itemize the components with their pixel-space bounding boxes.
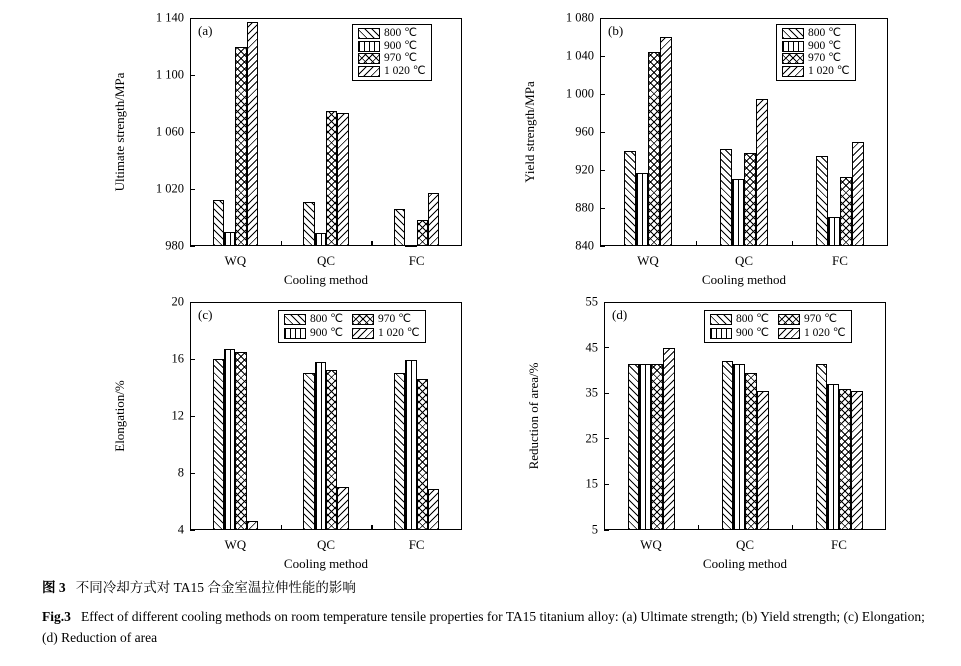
legend-label: 1 020 ℃ bbox=[804, 326, 846, 339]
legend-item bbox=[778, 314, 846, 326]
legend-swatch-icon bbox=[778, 328, 800, 339]
legend-item bbox=[352, 328, 420, 340]
y-axis-tick-mark bbox=[600, 56, 605, 57]
y-axis-tick-label: 1 140 bbox=[155, 10, 184, 25]
bar-d-wq-s2 bbox=[639, 364, 651, 530]
bar-b-wq-s4 bbox=[660, 37, 672, 246]
legend-label: 1 020 ℃ bbox=[384, 64, 426, 77]
legend-label: 970 ℃ bbox=[808, 52, 842, 64]
x-axis-tick-label: FC bbox=[831, 537, 847, 552]
y-axis-tick-mark bbox=[190, 416, 195, 417]
y-axis-tick-label: 1 080 bbox=[565, 10, 594, 25]
panel-label-b: (b) bbox=[608, 23, 624, 38]
x-axis-label: Cooling method bbox=[283, 556, 369, 571]
bar-c-wq-s4 bbox=[247, 521, 258, 530]
y-axis-tick-label: 15 bbox=[585, 476, 598, 491]
bar-a-wq-s4 bbox=[247, 22, 258, 246]
x-axis-tick-mark bbox=[371, 525, 372, 530]
bar-c-wq-s1 bbox=[213, 359, 224, 530]
legend-label: 800 ℃ bbox=[808, 27, 842, 39]
bar-d-fc-s2 bbox=[827, 384, 839, 530]
caption-cn-text: 不同冷却方式对 TA15 合金室温拉伸性能的影响 bbox=[75, 580, 356, 595]
legend-item bbox=[358, 66, 426, 78]
legend-label: 970 ℃ bbox=[378, 313, 412, 325]
legend-label: 970 ℃ bbox=[804, 313, 838, 325]
bar-b-wq-s1 bbox=[624, 151, 636, 246]
bar-a-wq-s3 bbox=[235, 47, 246, 247]
legend-swatch-icon bbox=[778, 314, 800, 325]
bar-a-qc-s2 bbox=[315, 233, 326, 246]
legend-item bbox=[358, 41, 426, 53]
bar-c-fc-s2 bbox=[405, 360, 416, 530]
y-axis-tick-mark bbox=[604, 530, 609, 531]
y-axis-tick-label: 880 bbox=[575, 200, 594, 215]
x-axis-tick-mark bbox=[792, 241, 793, 246]
x-axis-label: Cooling method bbox=[701, 272, 787, 287]
y-axis-tick-mark bbox=[190, 530, 195, 531]
legend-item bbox=[284, 328, 343, 340]
y-axis-tick-label: 840 bbox=[575, 238, 594, 253]
bar-c-qc-s2 bbox=[315, 362, 326, 530]
legend-swatch-icon bbox=[284, 328, 306, 339]
legend-item bbox=[352, 314, 420, 326]
x-axis-tick-mark bbox=[792, 525, 793, 530]
bar-d-fc-s4 bbox=[851, 391, 863, 530]
x-axis-tick-label: QC bbox=[316, 537, 336, 552]
bar-d-qc-s2 bbox=[733, 364, 745, 530]
y-axis-tick-mark bbox=[604, 347, 609, 348]
y-axis-tick-mark bbox=[190, 473, 195, 474]
y-axis-tick-label: 16 bbox=[171, 351, 184, 366]
y-axis-tick-label: 55 bbox=[585, 294, 598, 309]
bar-b-fc-s4 bbox=[852, 142, 864, 247]
legend-item bbox=[710, 314, 769, 326]
bar-d-fc-s3 bbox=[839, 389, 851, 530]
y-axis-label: Elongation/% bbox=[112, 380, 127, 452]
y-axis-tick-mark bbox=[600, 208, 605, 209]
legend-label: 900 ℃ bbox=[384, 39, 418, 52]
y-axis-tick-mark bbox=[600, 132, 605, 133]
bar-b-fc-s2 bbox=[828, 217, 840, 246]
legend-b bbox=[776, 24, 856, 81]
y-axis-tick-label: 25 bbox=[585, 431, 598, 446]
bar-b-qc-s2 bbox=[732, 179, 744, 246]
y-axis-tick-label: 45 bbox=[585, 340, 598, 355]
legend-item bbox=[358, 53, 426, 65]
y-axis-tick-label: 1 040 bbox=[565, 48, 594, 63]
bar-a-wq-s2 bbox=[224, 232, 235, 246]
y-axis-tick-mark bbox=[190, 359, 195, 360]
bar-c-qc-s4 bbox=[337, 487, 348, 530]
panel-label-a: (a) bbox=[198, 23, 213, 38]
bar-d-wq-s1 bbox=[628, 364, 640, 530]
y-axis-tick-mark bbox=[190, 75, 195, 76]
x-axis-tick-label: QC bbox=[316, 253, 336, 268]
y-axis-tick-label: 1 020 bbox=[155, 181, 184, 196]
legend-swatch-icon bbox=[710, 328, 732, 339]
chart-panel-a bbox=[112, 8, 478, 287]
legend-label: 1 020 ℃ bbox=[808, 64, 850, 77]
bar-b-wq-s2 bbox=[636, 173, 648, 246]
legend-label: 1 020 ℃ bbox=[378, 326, 420, 339]
legend-swatch-icon bbox=[782, 41, 804, 52]
legend-swatch-icon bbox=[782, 66, 804, 77]
legend-label: 800 ℃ bbox=[310, 313, 344, 325]
y-axis-tick-mark bbox=[600, 246, 605, 247]
x-axis-tick-label: QC bbox=[735, 537, 755, 552]
chart-panel-d bbox=[520, 290, 900, 570]
bar-d-qc-s1 bbox=[722, 361, 734, 530]
x-axis-tick-mark bbox=[281, 525, 282, 530]
y-axis-tick-label: 980 bbox=[165, 238, 184, 253]
bar-c-fc-s1 bbox=[394, 373, 405, 530]
bar-c-fc-s4 bbox=[428, 489, 439, 530]
x-axis-tick-mark bbox=[696, 241, 697, 246]
legend-c bbox=[278, 310, 426, 343]
bar-c-wq-s3 bbox=[235, 352, 246, 530]
caption-cn-label: 图 3 bbox=[42, 580, 66, 595]
bar-b-qc-s3 bbox=[744, 153, 756, 246]
chart-panel-b bbox=[520, 8, 900, 287]
bar-d-wq-s4 bbox=[663, 348, 675, 530]
y-axis-label: Reduction of area/% bbox=[526, 362, 541, 470]
figure-caption bbox=[42, 578, 942, 649]
y-axis-tick-mark bbox=[604, 438, 609, 439]
bar-b-wq-s3 bbox=[648, 52, 660, 246]
bar-a-fc-s4 bbox=[428, 193, 439, 246]
x-axis-tick-label: WQ bbox=[224, 253, 247, 268]
legend-swatch-icon bbox=[358, 28, 380, 39]
legend-item bbox=[782, 28, 850, 40]
legend-label: 900 ℃ bbox=[736, 326, 770, 339]
legend-swatch-icon bbox=[284, 314, 306, 325]
x-axis-tick-mark bbox=[371, 241, 372, 246]
bar-d-wq-s3 bbox=[651, 364, 663, 530]
x-axis-tick-mark bbox=[281, 241, 282, 246]
legend-label: 900 ℃ bbox=[310, 326, 344, 339]
y-axis-tick-label: 12 bbox=[171, 408, 184, 423]
legend-item bbox=[358, 28, 426, 40]
x-axis-tick-label: FC bbox=[408, 253, 425, 268]
x-axis-tick-label: FC bbox=[408, 537, 425, 552]
y-axis-tick-mark bbox=[604, 302, 609, 303]
bar-d-fc-s1 bbox=[816, 364, 828, 530]
x-axis-tick-label: WQ bbox=[637, 253, 659, 268]
legend-swatch-icon bbox=[358, 53, 380, 64]
y-axis-tick-mark bbox=[600, 170, 605, 171]
legend-swatch-icon bbox=[782, 28, 804, 39]
x-axis-tick-label: FC bbox=[832, 253, 848, 268]
legend-swatch-icon bbox=[358, 66, 380, 77]
caption-en-text: Effect of different cooling methods on room temperature tensile properties for TA15 titanium alloy: (a) Ultimate strength; (b) Yield strength; (c) Elongation; (d) Reduction of area bbox=[42, 608, 925, 645]
bar-a-qc-s3 bbox=[326, 111, 337, 246]
x-axis-label: Cooling method bbox=[283, 272, 369, 287]
x-axis-tick-mark bbox=[698, 525, 699, 530]
caption-en-label: Fig.3 bbox=[42, 608, 71, 624]
legend-label: 970 ℃ bbox=[384, 52, 418, 64]
legend-item bbox=[782, 53, 850, 65]
y-axis-tick-mark bbox=[190, 302, 195, 303]
bar-a-qc-s1 bbox=[303, 202, 314, 246]
legend-label: 900 ℃ bbox=[808, 39, 842, 52]
y-axis-tick-mark bbox=[604, 484, 609, 485]
y-axis-tick-label: 20 bbox=[171, 294, 184, 309]
y-axis-tick-label: 8 bbox=[177, 465, 184, 480]
y-axis-tick-label: 5 bbox=[591, 522, 598, 537]
y-axis-label: Yield strength/MPa bbox=[522, 81, 537, 183]
x-axis-tick-label: WQ bbox=[224, 537, 247, 552]
legend-swatch-icon bbox=[782, 53, 804, 64]
y-axis-tick-mark bbox=[190, 18, 195, 19]
y-axis-tick-mark bbox=[190, 189, 195, 190]
panel-label-c: (c) bbox=[198, 307, 213, 322]
x-axis-tick-label: QC bbox=[734, 253, 754, 268]
bar-c-wq-s2 bbox=[224, 349, 235, 530]
y-axis-tick-mark bbox=[190, 132, 195, 133]
legend-label: 800 ℃ bbox=[384, 27, 418, 39]
legend-item bbox=[284, 314, 343, 326]
y-axis-tick-mark bbox=[604, 393, 609, 394]
y-axis-tick-label: 4 bbox=[177, 522, 184, 537]
panel-label-d: (d) bbox=[612, 307, 628, 322]
y-axis-tick-label: 1 100 bbox=[155, 67, 184, 82]
legend-label: 800 ℃ bbox=[736, 313, 770, 325]
bar-a-fc-s2 bbox=[405, 245, 416, 247]
chart-panel-c bbox=[112, 290, 478, 571]
x-axis-tick-label: WQ bbox=[640, 537, 662, 552]
bar-b-fc-s3 bbox=[840, 177, 852, 246]
legend-d bbox=[704, 310, 852, 343]
y-axis-tick-label: 920 bbox=[575, 162, 594, 177]
legend-item bbox=[778, 328, 846, 340]
legend-swatch-icon bbox=[710, 314, 732, 325]
bar-b-qc-s4 bbox=[756, 99, 768, 246]
legend-item bbox=[782, 41, 850, 53]
bar-a-fc-s1 bbox=[394, 209, 405, 246]
bar-a-wq-s1 bbox=[213, 200, 224, 246]
x-axis-label: Cooling method bbox=[702, 556, 788, 571]
y-axis-tick-mark bbox=[600, 18, 605, 19]
bar-b-qc-s1 bbox=[720, 149, 732, 246]
y-axis-tick-mark bbox=[600, 94, 605, 95]
legend-swatch-icon bbox=[358, 41, 380, 52]
legend-item bbox=[710, 328, 769, 340]
y-axis-label: Ultimate strength/MPa bbox=[112, 72, 127, 192]
bar-b-fc-s1 bbox=[816, 156, 828, 246]
legend-item bbox=[782, 66, 850, 78]
y-axis-tick-label: 35 bbox=[585, 385, 598, 400]
bar-d-qc-s3 bbox=[745, 373, 757, 530]
y-axis-tick-label: 1 000 bbox=[565, 86, 594, 101]
y-axis-tick-label: 960 bbox=[575, 124, 594, 139]
y-axis-tick-label: 1 060 bbox=[155, 124, 184, 139]
legend-swatch-icon bbox=[352, 328, 374, 339]
legend-swatch-icon bbox=[352, 314, 374, 325]
bar-c-qc-s1 bbox=[303, 373, 314, 530]
legend-a bbox=[352, 24, 432, 81]
bar-a-fc-s3 bbox=[417, 220, 428, 246]
y-axis-tick-mark bbox=[190, 246, 195, 247]
bar-a-qc-s4 bbox=[337, 113, 348, 246]
bar-c-fc-s3 bbox=[417, 379, 428, 530]
bar-d-qc-s4 bbox=[757, 391, 769, 530]
bar-c-qc-s3 bbox=[326, 370, 337, 530]
